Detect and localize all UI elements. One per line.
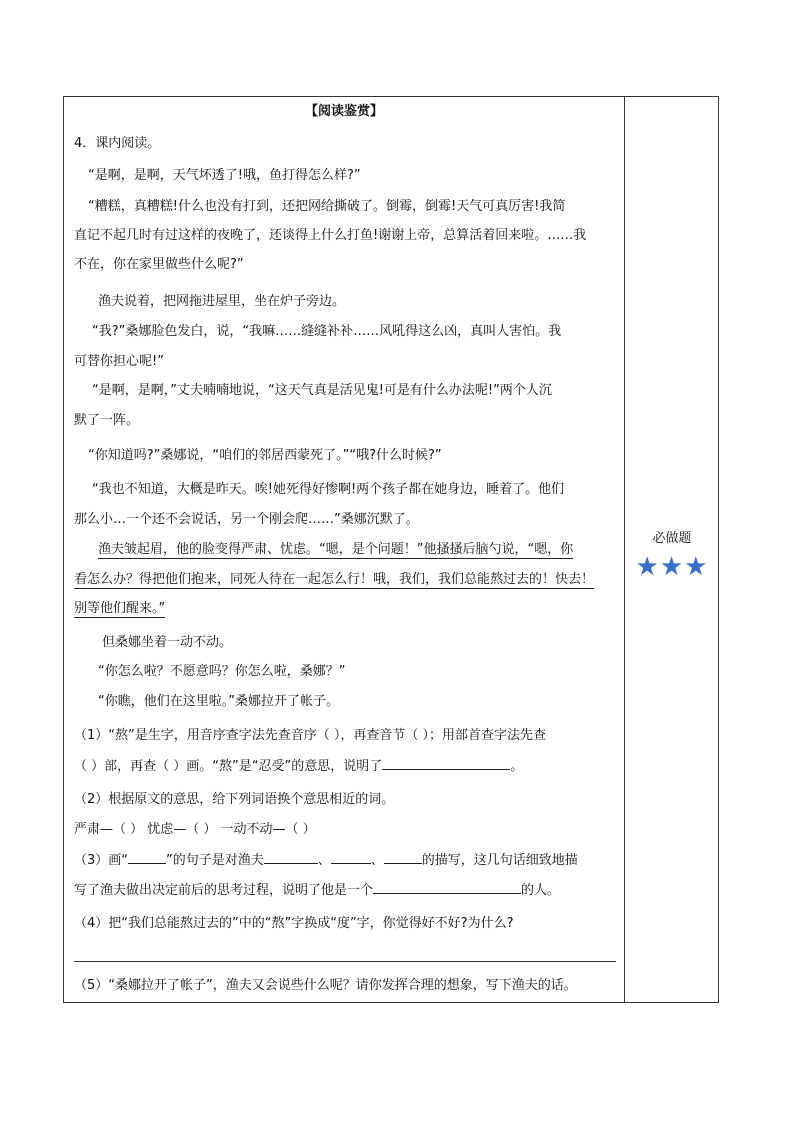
underlined-text: 别等他们醒来。”	[74, 601, 166, 616]
difficulty-label: 必做题	[652, 531, 692, 546]
question-text: 写了渔夫做出决定前后的思考过程，说明了他是一个	[74, 883, 374, 898]
answer-blank[interactable]	[373, 881, 521, 894]
passage-line: “是啊，是啊，天气坏透了!哦，鱼打得怎么样?”	[88, 168, 361, 183]
answer-blank[interactable]	[382, 757, 510, 770]
answer-blank[interactable]	[128, 851, 166, 864]
underlined-text: 看怎么办？得把他们抱来，同死人待在一起怎么行！哦，我们，我们总能熬过去的！快去！	[74, 572, 595, 587]
passage-line: “你怎么啦？不愿意吗？你怎么啦，桑娜？”	[98, 664, 346, 679]
passage-line: 默了一阵。	[74, 413, 140, 428]
question-text: ”的句子是对渔夫	[166, 853, 264, 868]
section-heading: 【阅读鉴赏】	[304, 104, 383, 119]
question-4-line: （4）把“我们总能熬过去的”中的“熬”字换成“度”字，你觉得好不好?为什么?	[74, 916, 514, 931]
question-2-line: （2）根据原文的意思，给下列词语换个意思相近的词。	[74, 792, 395, 807]
question-2-words: 严肃—（ ） 忧虑—（ ） 一动不动—（ ）	[74, 822, 316, 837]
passage-line: “是啊，是啊，”丈夫喃喃地说，“这天气真是活见鬼!可是有什么办法呢!”两个人沉	[92, 383, 552, 398]
question-3-line-1	[74, 851, 578, 870]
question-1-line-1: （1）“熬”是生字，用音序查字法先查音序（ ），再查音节（ ）；用部首查字法先查	[74, 728, 547, 743]
passage-line: “我?”桑娜脸色发白，说，“我嘛……缝缝补补……风吼得这么凶，真叫人害怕。我	[92, 324, 562, 339]
answer-blank[interactable]	[384, 851, 422, 864]
answer-blank[interactable]	[331, 851, 371, 864]
question-text: 的描写，这几句话细致地描	[421, 853, 578, 868]
passage-line: 渔夫说着，把网拖进屋里，坐在炉子旁边。	[98, 294, 346, 309]
answer-line[interactable]	[74, 961, 616, 962]
underlined-sentence	[74, 600, 165, 618]
question-text: 的人。	[521, 883, 561, 898]
passage-line: “你瞧，他们在这里啦。”桑娜拉开了帐子。	[98, 694, 339, 709]
question-text: 、	[317, 853, 331, 868]
difficulty-cell	[625, 97, 719, 1002]
passage-line: 那么小…一个还不会说话，另一个刚会爬……”桑娜沉默了。	[74, 512, 419, 527]
question-3-line-2	[74, 881, 560, 900]
passage-line: 不在，你在家里做些什么呢?”	[74, 257, 244, 272]
question-1-line-2	[74, 757, 523, 776]
question-cell	[64, 97, 624, 1002]
passage-line: 可替你担心呢!”	[74, 354, 164, 369]
passage-line: 直记不起几时有过这样的夜晚了，还谈得上什么打鱼!谢谢上帝，总算活着回来啦。……我	[74, 228, 587, 243]
passage-line: 但桑娜坐着一动不动。	[102, 635, 233, 650]
question-text: （3）画“	[74, 853, 129, 868]
question-title: 4．课内阅读。	[74, 136, 161, 151]
question-text: 。	[510, 759, 524, 774]
underlined-sentence	[98, 541, 573, 559]
underlined-sentence	[74, 571, 594, 589]
worksheet-table	[63, 96, 719, 1003]
underlined-text: 渔夫皱起眉，他的脸变得严肃、忧虑。“嗯，是个问题！”他搔搔后脑勺说，“嗯，你	[98, 542, 574, 557]
passage-line: “你知道吗?”桑娜说，“咱们的邻居西蒙死了。”“哦?什么时候?”	[88, 448, 442, 463]
passage-line: “糟糕，真糟糕!什么也没有打到，还把网给撕破了。倒霉，倒霉!天气可真厉害!我简	[88, 199, 566, 214]
question-5-line: （5）“桑娜拉开了帐子”，渔夫又会说些什么呢？请你发挥合理的想象，写下渔夫的话。	[74, 978, 577, 993]
star-rating-icon: ★★★	[635, 552, 709, 582]
question-text: 、	[370, 853, 384, 868]
passage-line: “我也不知道，大概是昨天。唉!她死得好惨啊!两个孩子都在她身边，睡着了。他们	[92, 482, 565, 497]
answer-blank[interactable]	[264, 851, 318, 864]
question-text: （ ）部，再查（ ）画。“熬”是“忍受”的意思，说明了	[74, 759, 383, 774]
